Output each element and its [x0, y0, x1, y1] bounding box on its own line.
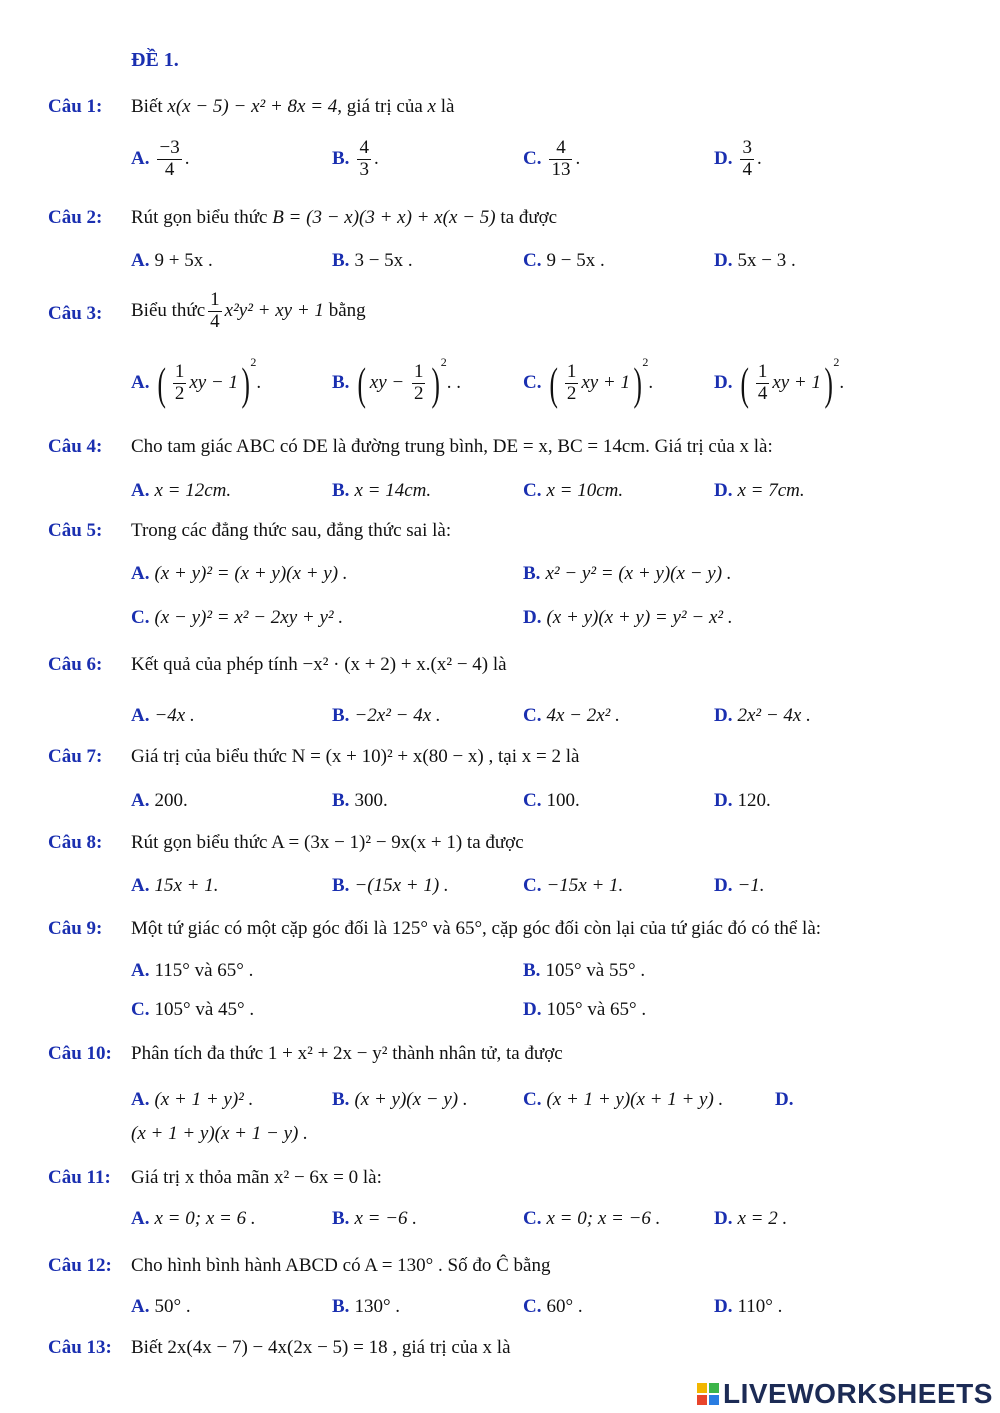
- logo-square-3: [697, 1395, 707, 1405]
- question-13-text: Biết 2x(4x − 7) − 4x(2x − 5) = 18 , giá trị của x là: [131, 1337, 511, 1358]
- q10-option-c[interactable]: C. (x + 1 + y)(x + 1 + y) .: [523, 1089, 724, 1110]
- liveworksheets-logo[interactable]: [697, 1377, 993, 1411]
- q3-option-d[interactable]: D. ( $\frac{1}{4}$ xy + 1)$^2$.: [714, 355, 845, 409]
- question-10-text: Phân tích đa thức 1 + x² + 2x − y² thành nhân tử, ta được: [131, 1043, 563, 1064]
- question-11-label: Câu 11:: [48, 1167, 111, 1188]
- q10-option-a[interactable]: A. (x + 1 + y)² .: [131, 1089, 254, 1110]
- q5-option-b[interactable]: B. x² − y² = (x + y)(x − y) .: [523, 563, 732, 584]
- q9-option-a[interactable]: A. 115° và 65° .: [131, 960, 254, 981]
- q4-option-d[interactable]: D. x = 7cm.: [714, 480, 805, 501]
- q3-option-b[interactable]: B. ( xy − $\frac{1}{2}$ )$^2$. .: [332, 355, 462, 409]
- q12-option-c[interactable]: C. 60° .: [523, 1296, 583, 1317]
- q1-option-a[interactable]: A. $\frac{-3}{4}$ .: [131, 137, 190, 180]
- q9-option-c[interactable]: C. 105° và 45° .: [131, 999, 255, 1020]
- logo-square-2: [709, 1383, 719, 1393]
- q11-option-c[interactable]: C. x = 0; x = −6 .: [523, 1208, 661, 1229]
- q11-option-a[interactable]: A. x = 0; x = 6 .: [131, 1208, 256, 1229]
- question-8-text: Rút gọn biểu thức A = (3x − 1)² − 9x(x + 1) ta được: [131, 832, 524, 853]
- question-7-label: Câu 7:: [48, 746, 103, 767]
- q6-option-c[interactable]: C. 4x − 2x² .: [523, 705, 620, 726]
- q5-option-d[interactable]: D. (x + y)(x + y) = y² − x² .: [523, 607, 733, 628]
- q9-option-d[interactable]: D. 105° và 65° .: [523, 999, 647, 1020]
- q7-option-d[interactable]: D. 120.: [714, 790, 771, 811]
- q10-option-d-text: (x + 1 + y)(x + 1 − y) .: [131, 1123, 308, 1144]
- q6-option-d[interactable]: D. 2x² − 4x .: [714, 705, 811, 726]
- q10-option-b[interactable]: B. (x + y)(x − y) .: [332, 1089, 468, 1110]
- question-7-text: Giá trị của biểu thức N = (x + 10)² + x(80 − x) , tại x = 2 là: [131, 746, 580, 767]
- q7-option-b[interactable]: B. 300.: [332, 790, 388, 811]
- q2-option-d[interactable]: D. 5x − 3 .: [714, 250, 796, 271]
- question-5-text: Trong các đẳng thức sau, đẳng thức sai là:: [131, 520, 452, 541]
- question-9-label: Câu 9:: [48, 918, 103, 939]
- q9-option-b[interactable]: B. 105° và 55° .: [523, 960, 646, 981]
- question-12-label: Câu 12:: [48, 1255, 112, 1276]
- question-1-label: Câu 1:: [48, 96, 103, 117]
- question-3-text: Biểu thức $\frac{1}{4}$ x²y² + xy + 1 bằng: [131, 289, 366, 332]
- question-5-label: Câu 5:: [48, 520, 103, 541]
- q8-option-a[interactable]: A. 15x + 1.: [131, 875, 219, 896]
- q12-option-a[interactable]: A. 50° .: [131, 1296, 191, 1317]
- q1-option-c[interactable]: C. $\frac{4}{13}$ .: [523, 137, 581, 180]
- question-10-label: Câu 10:: [48, 1043, 112, 1064]
- q8-option-d[interactable]: D. −1.: [714, 875, 765, 896]
- q2-option-b[interactable]: B. 3 − 5x .: [332, 250, 413, 271]
- q6-option-b[interactable]: B. −2x² − 4x .: [332, 705, 441, 726]
- logo-square-4: [709, 1395, 719, 1405]
- question-3-label: Câu 3:: [48, 303, 103, 324]
- q1-option-b[interactable]: B. $\frac{4}{3}$ .: [332, 137, 379, 180]
- q5-option-a[interactable]: A. (x + y)² = (x + y)(x + y) .: [131, 563, 348, 584]
- question-4-label: Câu 4:: [48, 436, 103, 457]
- q10-option-d[interactable]: D.: [775, 1089, 794, 1110]
- q5-option-c[interactable]: C. (x − y)² = x² − 2xy + y² .: [131, 607, 344, 628]
- question-9-text: Một tứ giác có một cặp góc đối là 125° và 65°, cặp góc đối còn lại của tứ giác đó có thể là:: [131, 918, 822, 939]
- q11-option-d[interactable]: D. x = 2 .: [714, 1208, 788, 1229]
- q11-option-b[interactable]: B. x = −6 .: [332, 1208, 418, 1229]
- logo-square-1: [697, 1383, 707, 1393]
- logo-text: LIVEWORKSHEETS: [723, 1378, 993, 1409]
- q2-option-c[interactable]: C. 9 − 5x .: [523, 250, 605, 271]
- page-title: ĐỀ 1.: [131, 49, 179, 71]
- question-13-label: Câu 13:: [48, 1337, 112, 1358]
- logo-grid-icon: [697, 1383, 719, 1405]
- question-12-text: Cho hình bình hành ABCD có A = 130° . Số đo Ĉ bằng: [131, 1255, 551, 1276]
- q7-option-a[interactable]: A. 200.: [131, 790, 188, 811]
- q1-option-d[interactable]: D. $\frac{3}{4}$ .: [714, 137, 762, 180]
- question-6-label: Câu 6:: [48, 654, 103, 675]
- q6-option-a[interactable]: A. −4x .: [131, 705, 195, 726]
- q4-option-a[interactable]: A. x = 12cm.: [131, 480, 232, 501]
- q12-option-b[interactable]: B. 130° .: [332, 1296, 401, 1317]
- question-2-label: Câu 2:: [48, 207, 103, 228]
- question-6-text: Kết quả của phép tính −x² · (x + 2) + x.(x² − 4) là: [131, 654, 507, 675]
- question-4-text: Cho tam giác ABC có DE là đường trung bình, DE = x, BC = 14cm. Giá trị của x là:: [131, 436, 773, 457]
- question-8-label: Câu 8:: [48, 832, 103, 853]
- question-1-text: Biết x(x − 5) − x² + 8x = 4, giá trị của x là: [131, 96, 455, 117]
- q4-option-b[interactable]: B. x = 14cm.: [332, 480, 432, 501]
- q4-option-c[interactable]: C. x = 10cm.: [523, 480, 624, 501]
- q2-option-a[interactable]: A. 9 + 5x .: [131, 250, 213, 271]
- q8-option-b[interactable]: B. −(15x + 1) .: [332, 875, 449, 896]
- q12-option-d[interactable]: D. 110° .: [714, 1296, 783, 1317]
- q7-option-c[interactable]: C. 100.: [523, 790, 580, 811]
- question-11-text: Giá trị x thỏa mãn x² − 6x = 0 là:: [131, 1167, 382, 1188]
- q3-option-c[interactable]: C. ( $\frac{1}{2}$ xy + 1)$^2$.: [523, 355, 654, 409]
- q3-option-a[interactable]: A. ( $\frac{1}{2}$ xy − 1)$^2$.: [131, 355, 262, 409]
- question-2-text: Rút gọn biểu thức B = (3 − x)(3 + x) + x(x − 5) ta được: [131, 207, 558, 228]
- q8-option-c[interactable]: C. −15x + 1.: [523, 875, 624, 896]
